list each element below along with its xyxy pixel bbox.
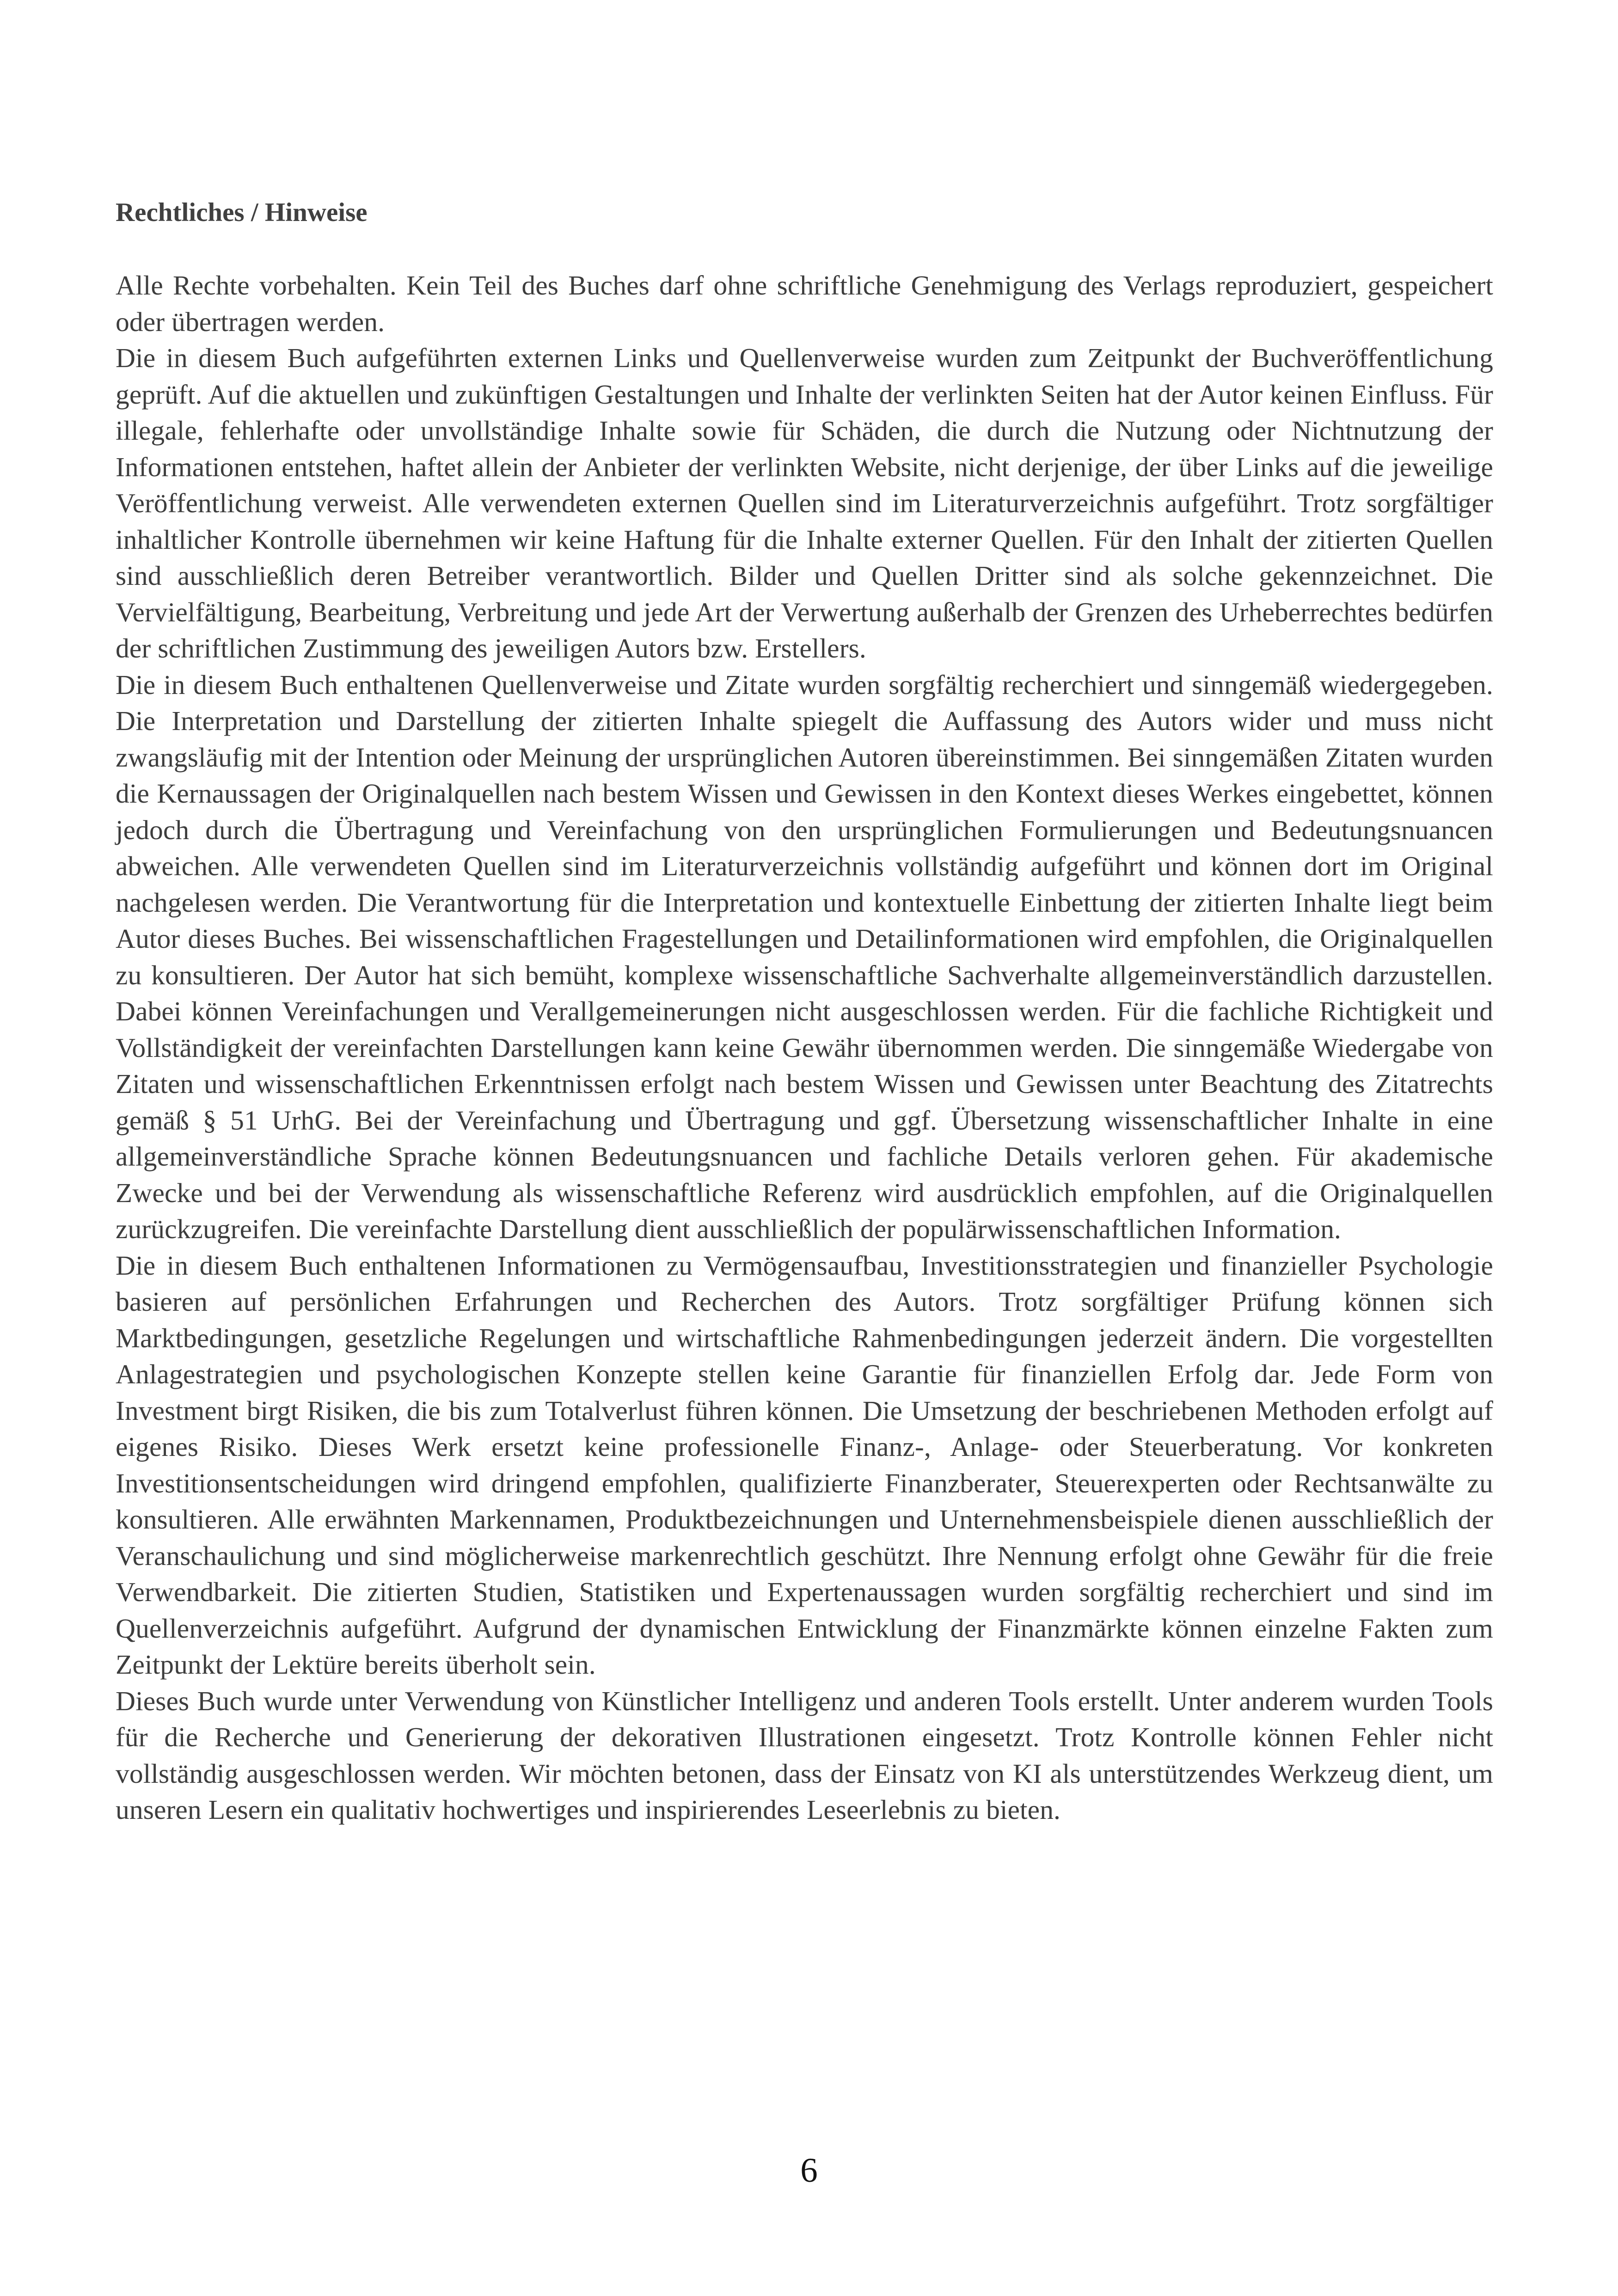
section-heading: Rechtliches / Hinweise: [116, 198, 368, 227]
paragraph-ai-notice: Dieses Buch wurde unter Verwendung von Künstlicher Intelligenz und anderen Tools erstellt. Unter anderem wurden Tools für die Recherche und Generierung der dekorativen Illustrationen eingesetzt. Trotz Kontrolle können Fehler nicht vollständig ausgeschlossen werden. Wir möchten betonen, dass der Einsatz von KI als unterstützendes Werkzeug dient, um unseren Lesern ein qualitativ hochwertiges und inspirierendes Leseerlebnis zu bieten.: [116, 1685, 1493, 1825]
paragraph-citations: Die in diesem Buch enthaltenen Quellenverweise und Zitate wurden sorgfältig recherchiert und sinngemäß wiedergegeben. Die Interpretation und Darstellung der zitierten Inhalte spiegelt die Auffassung des Autors wider und muss nicht zwangsläufig mit der Intention oder Meinung der ursprünglichen Autoren übereinstimmen. Bei sinngemäßen Zitaten wurden die Kernaussagen der Originalquellen nach bestem Wissen und Gewissen in den Kontext dieses Werkes eingebettet, können jedoch durch die Übertragung und Vereinfachung von den ursprünglichen Formulierungen und Bedeutungsnuancen abweichen. Alle verwendeten Quellen sind im Literaturverzeichnis vollständig aufgeführt und können dort im Original nachgelesen werden. Die Verantwortung für die Interpretation und kontextuelle Einbettung der zitierten Inhalte liegt beim Autor dieses Buches. Bei wissenschaftlichen Fragestellungen und Detailinformationen wird empfohlen, die Originalquellen zu konsultieren. Der Autor hat sich bemüht, komplexe wissenschaftliche Sachverhalte allgemeinverständlich darzustellen. Dabei können Vereinfachungen und Verallgemeinerungen nicht ausgeschlossen werden. Für die fachliche Richtigkeit und Vollständigkeit der vereinfachten Darstellungen kann keine Gewähr übernommen werden. Die sinngemäße Wiedergabe von Zitaten und wissenschaftlichen Erkenntnissen erfolgt nach bestem Wissen und Gewissen unter Beachtung des Zitatrechts gemäß § 51 UrhG. Bei der Vereinfachung und Übertragung und ggf. Übersetzung wissenschaftlicher Inhalte in eine allgemeinverständliche Sprache können Bedeutungsnuancen und fachliche Details verloren gehen. Für akademische Zwecke und bei der Verwendung als wissenschaftliche Referenz wird ausdrücklich empfohlen, auf die Originalquellen zurückzugreifen. Die vereinfachte Darstellung dient ausschließlich der populärwissenschaftlichen Information.: [116, 669, 1493, 1244]
paragraph-copyright: Alle Rechte vorbehalten. Kein Teil des Buches darf ohne schriftliche Genehmigung des Verlags reproduziert, gespeichert oder übertragen werden.: [116, 270, 1493, 337]
page-number: 6: [800, 2151, 818, 2190]
paragraph-external-links: Die in diesem Buch aufgeführten externen Links und Quellenverweise wurden zum Zeitpunkt der Buchveröffentlichung geprüft. Auf die aktuellen und zukünftigen Gestaltungen und Inhalte der verlinkten Seiten hat der Autor keinen Einfluss. Für illegale, fehlerhafte oder unvollständige Inhalte sowie für Schäden, die durch die Nutzung oder Nichtnutzung der Informationen entstehen, haftet allein der Anbieter der verlinkten Website, nicht derjenige, der über Links auf die jeweilige Veröffentlichung verweist. Alle verwendeten externen Quellen sind im Literaturverzeichnis aufgeführt. Trotz sorgfältiger inhaltlicher Kontrolle übernehmen wir keine Haftung für die Inhalte externer Quellen. Für den Inhalt der zitierten Quellen sind ausschließlich deren Betreiber verantwortlich. Bilder und Quellen Dritter sind als solche gekennzeichnet. Die Vervielfältigung, Bearbeitung, Verbreitung und jede Art der Verwertung außerhalb der Grenzen des Urheberrechtes bedürfen der schriftlichen Zustimmung des jeweiligen Autors bzw. Erstellers.: [116, 343, 1493, 663]
paragraph-financial-disclaimer: Die in diesem Buch enthaltenen Informationen zu Vermögensaufbau, Investitionsstrategien und finanzieller Psychologie basieren auf persönlichen Erfahrungen und Recherchen des Autors. Trotz sorgfältiger Prüfung können sich Marktbedingungen, gesetzliche Regelungen und wirtschaftliche Rahmenbedingungen jederzeit ändern. Die vorgestellten Anlagestrategien und psychologischen Konzepte stellen keine Garantie für finanziellen Erfolg dar. Jede Form von Investment birgt Risiken, die bis zum Totalverlust führen können. Die Umsetzung der beschriebenen Methoden erfolgt auf eigenes Risiko. Dieses Werk ersetzt keine professionelle Finanz-, Anlage- oder Steuerberatung. Vor konkreten Investitionsentscheidungen wird dringend empfohlen, qualifizierte Finanzberater, Steuerexperten oder Rechtsanwälte zu konsultieren. Alle erwähnten Markennamen, Produktbezeichnungen und Unternehmensbeispiele dienen ausschließlich der Veranschaulichung und sind möglicherweise markenrechtlich geschützt. Ihre Nennung erfolgt ohne Gewähr für die freie Verwendbarkeit. Die zitierten Studien, Statistiken und Expertenaussagen wurden sorgfältig recherchiert und sind im Quellenverzeichnis aufgeführt. Aufgrund der dynamischen Entwicklung der Finanzmärkte können einzelne Fakten zum Zeitpunkt der Lektüre bereits überholt sein.: [116, 1250, 1493, 1680]
legal-notice-section: [116, 199, 1493, 1828]
legal-notice-body: [116, 267, 1493, 1828]
